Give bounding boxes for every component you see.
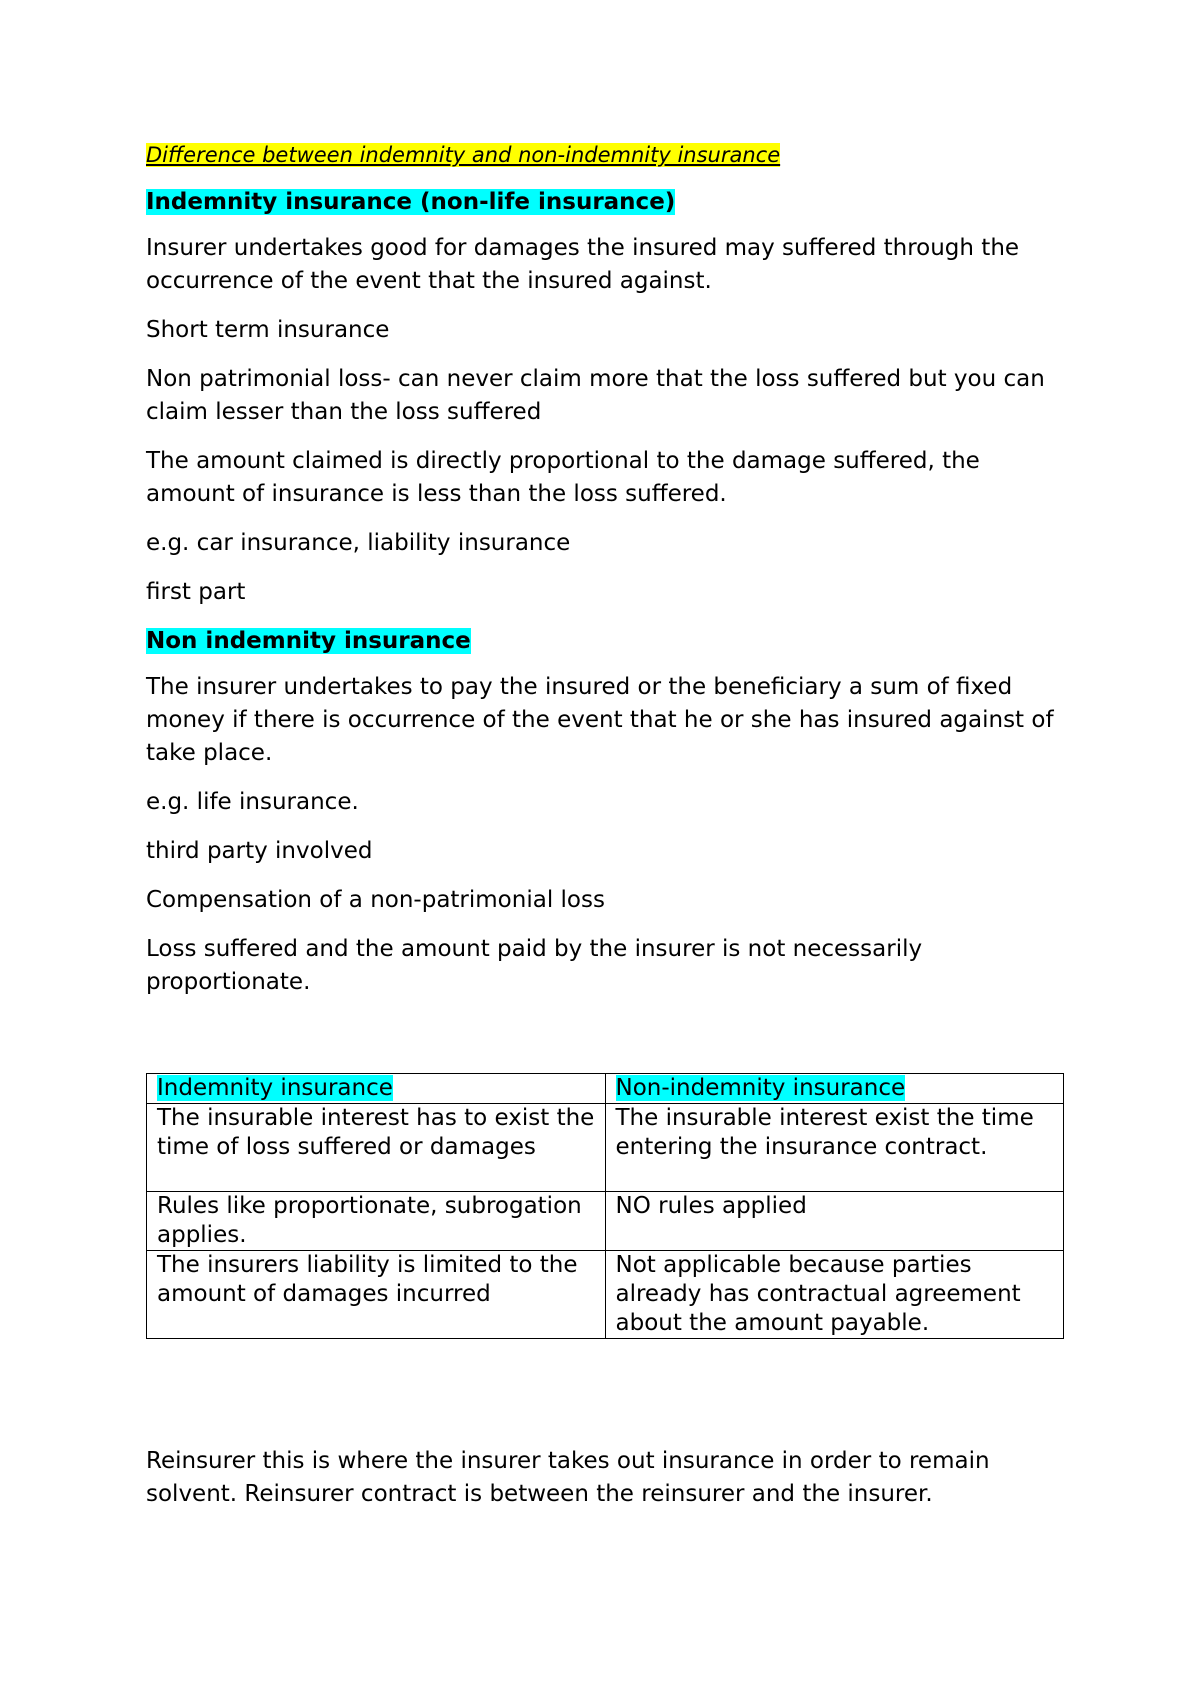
heading-text: Indemnity insurance (non-life insurance) (146, 189, 676, 215)
paragraph: third party involved (146, 838, 373, 864)
document-title (146, 140, 1066, 170)
table-row (147, 1251, 1064, 1339)
paragraph: Compensation of a non-patrimonial loss (146, 887, 605, 913)
section-heading-non-indemnity (146, 625, 1066, 657)
paragraph: The insurer undertakes to pay the insured or the beneficiary a sum of fixed money if there is occurrence of the event that he or she has insured against of take place. (146, 674, 1054, 766)
table-cell: The insurable interest has to exist the time of loss suffered or damages (147, 1104, 606, 1192)
table-row (147, 1104, 1064, 1192)
table-cell: NO rules applied (605, 1192, 1064, 1251)
table-cell: Rules like proportionate, subrogation applies. (147, 1192, 606, 1251)
paragraph: Short term insurance (146, 317, 390, 343)
paragraph: The amount claimed is directly proportional to the damage suffered, the amount of insurance is less than the loss suffered. (146, 448, 980, 507)
table-header-cell (147, 1074, 606, 1104)
table-header-cell (605, 1074, 1064, 1104)
paragraph: first part (146, 579, 246, 605)
section-heading-indemnity (146, 186, 1066, 218)
title-text: Difference between indemnity and non-indemnity insurance (146, 143, 781, 167)
closing-paragraph: Reinsurer this is where the insurer takes out insurance in order to remain solvent. Reinsurer contract is between the reinsurer and the insurer. (146, 1448, 990, 1507)
table-cell: The insurers liability is limited to the amount of damages incurred (147, 1251, 606, 1339)
table-cell: The insurable interest exist the time entering the insurance contract. (605, 1104, 1064, 1192)
spacer (146, 1339, 1066, 1445)
paragraph: Insurer undertakes good for damages the insured may suffered through the occurrence of the event that the insured against. (146, 235, 1020, 294)
spacer (146, 1015, 1066, 1073)
table-row (147, 1192, 1064, 1251)
comparison-table (146, 1073, 1064, 1339)
table-header-row (147, 1074, 1064, 1104)
header-text: Indemnity insurance (157, 1075, 393, 1101)
document-page (146, 140, 1066, 1527)
heading-text: Non indemnity insurance (146, 628, 471, 654)
paragraph: e.g. life insurance. (146, 789, 359, 815)
paragraph: e.g. car insurance, liability insurance (146, 530, 571, 556)
paragraph: Loss suffered and the amount paid by the insurer is not necessarily proportionate. (146, 936, 923, 995)
table-cell: Not applicable because parties already has contractual agreement about the amount payable. (605, 1251, 1064, 1339)
header-text: Non-indemnity insurance (615, 1075, 906, 1101)
paragraph: Non patrimonial loss- can never claim more that the loss suffered but you can claim lesser than the loss suffered (146, 366, 1045, 425)
